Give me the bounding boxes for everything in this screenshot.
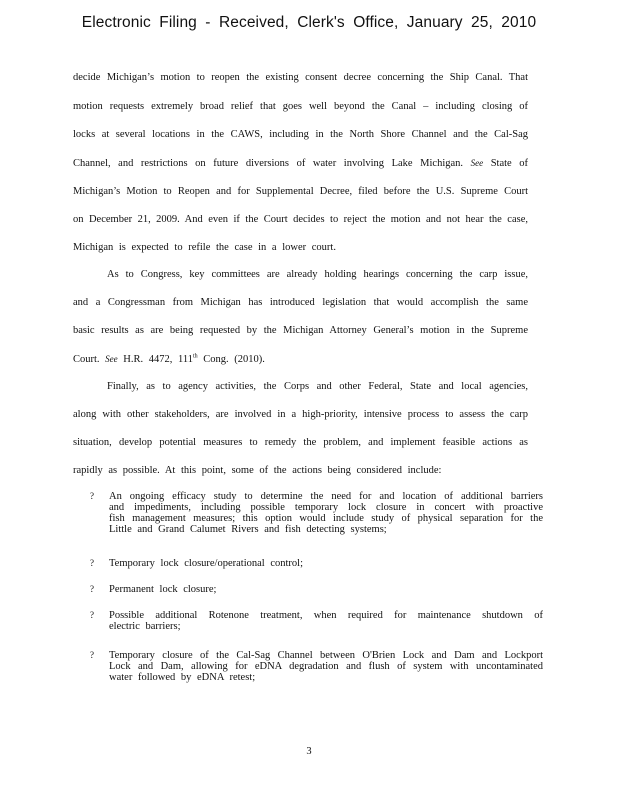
bullet-text-line: An ongoing efficacy study to determine the need for and location of additional barriers (109, 491, 543, 502)
bullet-text-line: Lock and Dam, allowing for eDNA degradation and flush of system with uncontaminated (109, 661, 543, 672)
citation-signal: See (470, 158, 484, 168)
text-line: along with other stakeholders, are involved in a high-priority, intensive process to assess the carp (73, 409, 528, 420)
text-fragment: H.R. 4472, 111 (123, 354, 193, 365)
text-fragment: Channel, and restrictions on future diversions of water involving Lake Michigan. (73, 158, 464, 169)
text-line: motion requests extremely broad relief that goes well beyond the Canal – including closing of (73, 101, 528, 112)
bullet-marker: ? (90, 584, 94, 594)
text-line-with-citation (73, 156, 528, 170)
bullet-marker: ? (90, 558, 94, 568)
bullet-marker: ? (90, 491, 94, 501)
text-line: situation, develop potential measures to remedy the problem, and implement feasible actions as (73, 437, 528, 448)
text-line: locks at several locations in the CAWS, including in the North Shore Channel and the Cal-Sag (73, 129, 528, 140)
text-line: Finally, as to agency activities, the Corps and other Federal, State and local agencies, (107, 381, 528, 392)
bullet-text-line: Little and Grand Calumet Rivers and fish detecting systems; (109, 524, 387, 535)
text-line: Michigan’s Motion to Reopen and for Supplemental Decree, filed before the U.S. Supreme Court (73, 186, 528, 197)
text-line-with-citation (73, 352, 528, 366)
text-line: on December 21, 2009. And even if the Court decides to reject the motion and not hear the case, (73, 214, 528, 225)
bullet-text-line: fish management measures; this option would include study of physical separation for the (109, 513, 543, 524)
text-fragment: State of (490, 158, 528, 169)
text-fragment: Cong. (2010). (203, 354, 265, 365)
bullet-marker: ? (90, 650, 94, 660)
bullet-text-line: and impediments, including possible temporary lock closure in concert with proactive (109, 502, 543, 513)
text-line: basic results as are being requested by the Michigan Attorney General’s motion in the Supreme (73, 325, 528, 336)
ordinal-suffix: th (192, 353, 198, 360)
text-line: rapidly as possible. At this point, some of the actions being considered include: (73, 465, 442, 476)
citation-signal: See (105, 354, 118, 364)
text-line: decide Michigan’s motion to reopen the existing consent decree concerning the Ship Canal. That (73, 72, 528, 83)
bullet-text-line: Temporary lock closure/operational control; (109, 558, 303, 569)
text-line: and a Congressman from Michigan has introduced legislation that would accomplish the same (73, 297, 528, 308)
bullet-text-line: Temporary closure of the Cal-Sag Channel between O'Brien Lock and Dam and Lockport (109, 650, 543, 661)
filing-stamp-header: Electronic Filing - Received, Clerk's Office, January 25, 2010 (81, 14, 537, 31)
bullet-text-line: Possible additional Rotenone treatment, when required for maintenance shutdown of (109, 610, 543, 621)
text-line: Michigan is expected to refile the case in a lower court. (73, 242, 336, 253)
bullet-text-line: electric barriers; (109, 621, 181, 632)
bullet-text-line: Permanent lock closure; (109, 584, 217, 595)
bullet-text-line: water followed by eDNA retest; (109, 672, 256, 683)
text-fragment: Court. (73, 354, 100, 365)
bullet-marker: ? (90, 610, 94, 620)
page-number: 3 (306, 746, 312, 757)
text-line: As to Congress, key committees are already holding hearings concerning the carp issue, (107, 269, 528, 280)
